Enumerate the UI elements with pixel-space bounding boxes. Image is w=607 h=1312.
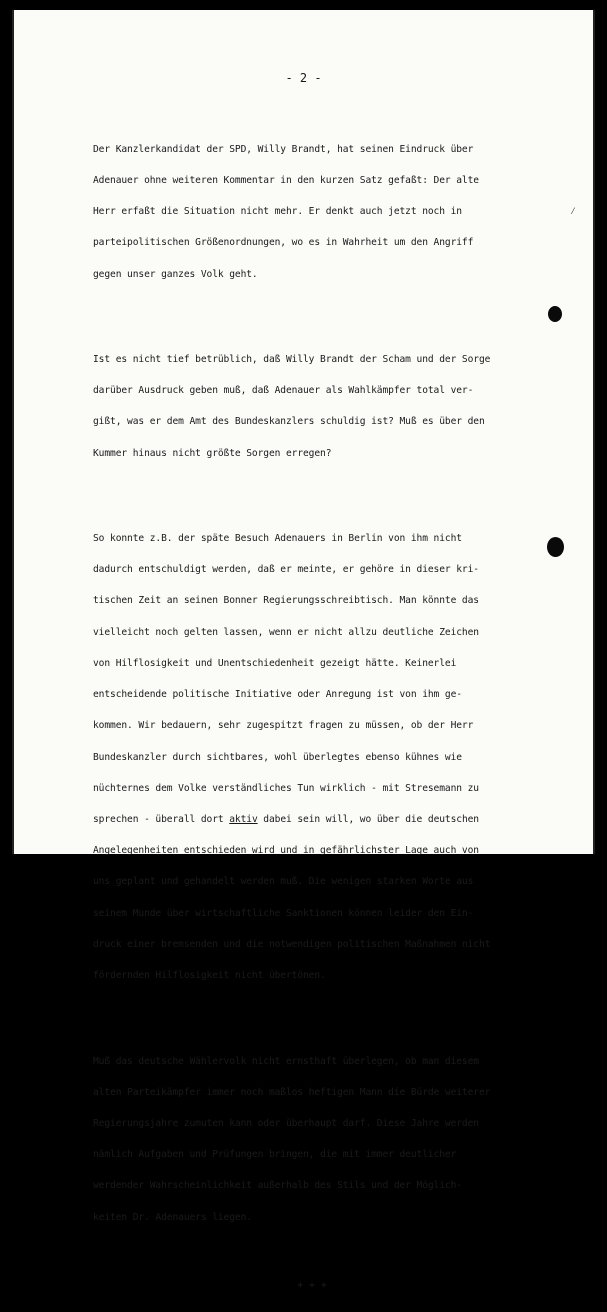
text-line: Kummer hinaus nicht größte Sorgen erregen? <box>93 447 332 459</box>
end-marks: + + + <box>297 1280 327 1292</box>
paragraph-3 <box>93 513 561 1002</box>
punch-hole-mark <box>547 537 564 557</box>
text-line: gegen unser ganzes Volk geht. <box>93 268 258 280</box>
text-line: kommen. Wir bedauern, sehr zugespitzt fragen zu müssen, ob der Herr <box>93 720 474 732</box>
text-line: Bundeskanzler durch sichtbares, wohl überlegtes ebenso kühnes wie <box>93 751 462 763</box>
text-line: Ist es nicht tief betrüblich, daß Willy Brandt der Scham und der Sorge <box>93 353 491 365</box>
text-line: Muß das deutsche Wählervolk nicht ernsthaft überlegen, ob man diesem <box>93 1055 479 1067</box>
text-line: von Hilflosigkeit und Unentschiedenheit gezeigt hätte. Keinerlei <box>93 657 457 669</box>
text-line: nämlich Aufgaben und Prüfungen bringen, die mit immer deutlicher <box>93 1149 457 1161</box>
text-line: Herr erfaßt die Situation nicht mehr. Er denkt auch jetzt noch in <box>93 206 462 218</box>
text-line: uns geplant und gehandelt werden muß. Die wenigen starken Worte aus <box>93 876 474 888</box>
text-line: vielleicht noch gelten lassen, wenn er nicht allzu deutliche Zeichen <box>93 626 479 638</box>
paragraph-4 <box>93 1036 561 1244</box>
document-page <box>12 10 595 1292</box>
text-line: alten Parteikämpfer immer noch maßlos heftigen Mann die Bürde weiterer <box>93 1086 491 1098</box>
text-line: fördernden Hilflosigkeit nicht übertönen. <box>93 970 326 982</box>
text-line: parteipolitischen Größenordnungen, wo es in Wahrheit um den Angriff <box>93 237 474 249</box>
typed-text-body <box>93 103 561 1312</box>
text-line-with-emphasis <box>93 815 561 825</box>
text-line: werdender Wahrscheinlichkeit außerhalb des Stils und der Möglich- <box>93 1180 462 1192</box>
text-line: tischen Zeit an seinen Bonner Regierungsschreibtisch. Man könnte das <box>93 595 479 607</box>
underlined-word: aktiv <box>229 814 258 825</box>
margin-scribble: ⁄ <box>570 206 577 217</box>
text-line: gißt, was er dem Amt des Bundeskanzlers schuldig ist? Muß es über den <box>93 416 485 428</box>
text-line: entscheidende politische Initiative oder Anregung ist von ihm ge- <box>93 689 462 701</box>
paragraph-2 <box>93 334 561 480</box>
text-line: Der Kanzlerkandidat der SPD, Willy Brandt, hat seinen Eindruck über <box>93 143 474 155</box>
text-line: druck einer bremsenden und die notwendigen politischen Maßnahmen nicht <box>93 938 491 950</box>
text-line: dadurch entschuldigt werden, daß er meinte, er gehöre in dieser kri- <box>93 564 479 576</box>
text-line-start: sprechen - überall dort <box>93 814 230 825</box>
text-line: seinem Munde über wirtschaftliche Sanktionen können leider den Ein- <box>93 907 474 919</box>
text-line: So konnte z.B. der späte Besuch Adenauers in Berlin von ihm nicht <box>93 533 462 545</box>
text-line: Adenauer ohne weiteren Kommentar in den kurzen Satz gefaßt: Der alte <box>93 174 479 186</box>
page-number: - 2 - <box>285 71 322 85</box>
text-line: Angelegenheiten entschieden wird und in gefährlichster Lage auch von <box>93 845 479 857</box>
text-line: darüber Ausdruck geben muß, daß Adenauer als Wahlkämpfer total ver- <box>93 385 474 397</box>
text-line: keiten Dr. Adenauers liegen. <box>93 1211 252 1223</box>
text-line: nüchternes dem Volke verständliches Tun wirklich - mit Stresemann zu <box>93 782 479 794</box>
text-line: Regierungsjahre zumuten kann oder überhaupt darf. Diese Jahre werden <box>93 1117 479 1129</box>
paragraph-1 <box>93 124 561 301</box>
punch-hole-mark <box>548 306 562 322</box>
text-line-end: dabei sein will, wo über die deutschen <box>257 814 479 825</box>
